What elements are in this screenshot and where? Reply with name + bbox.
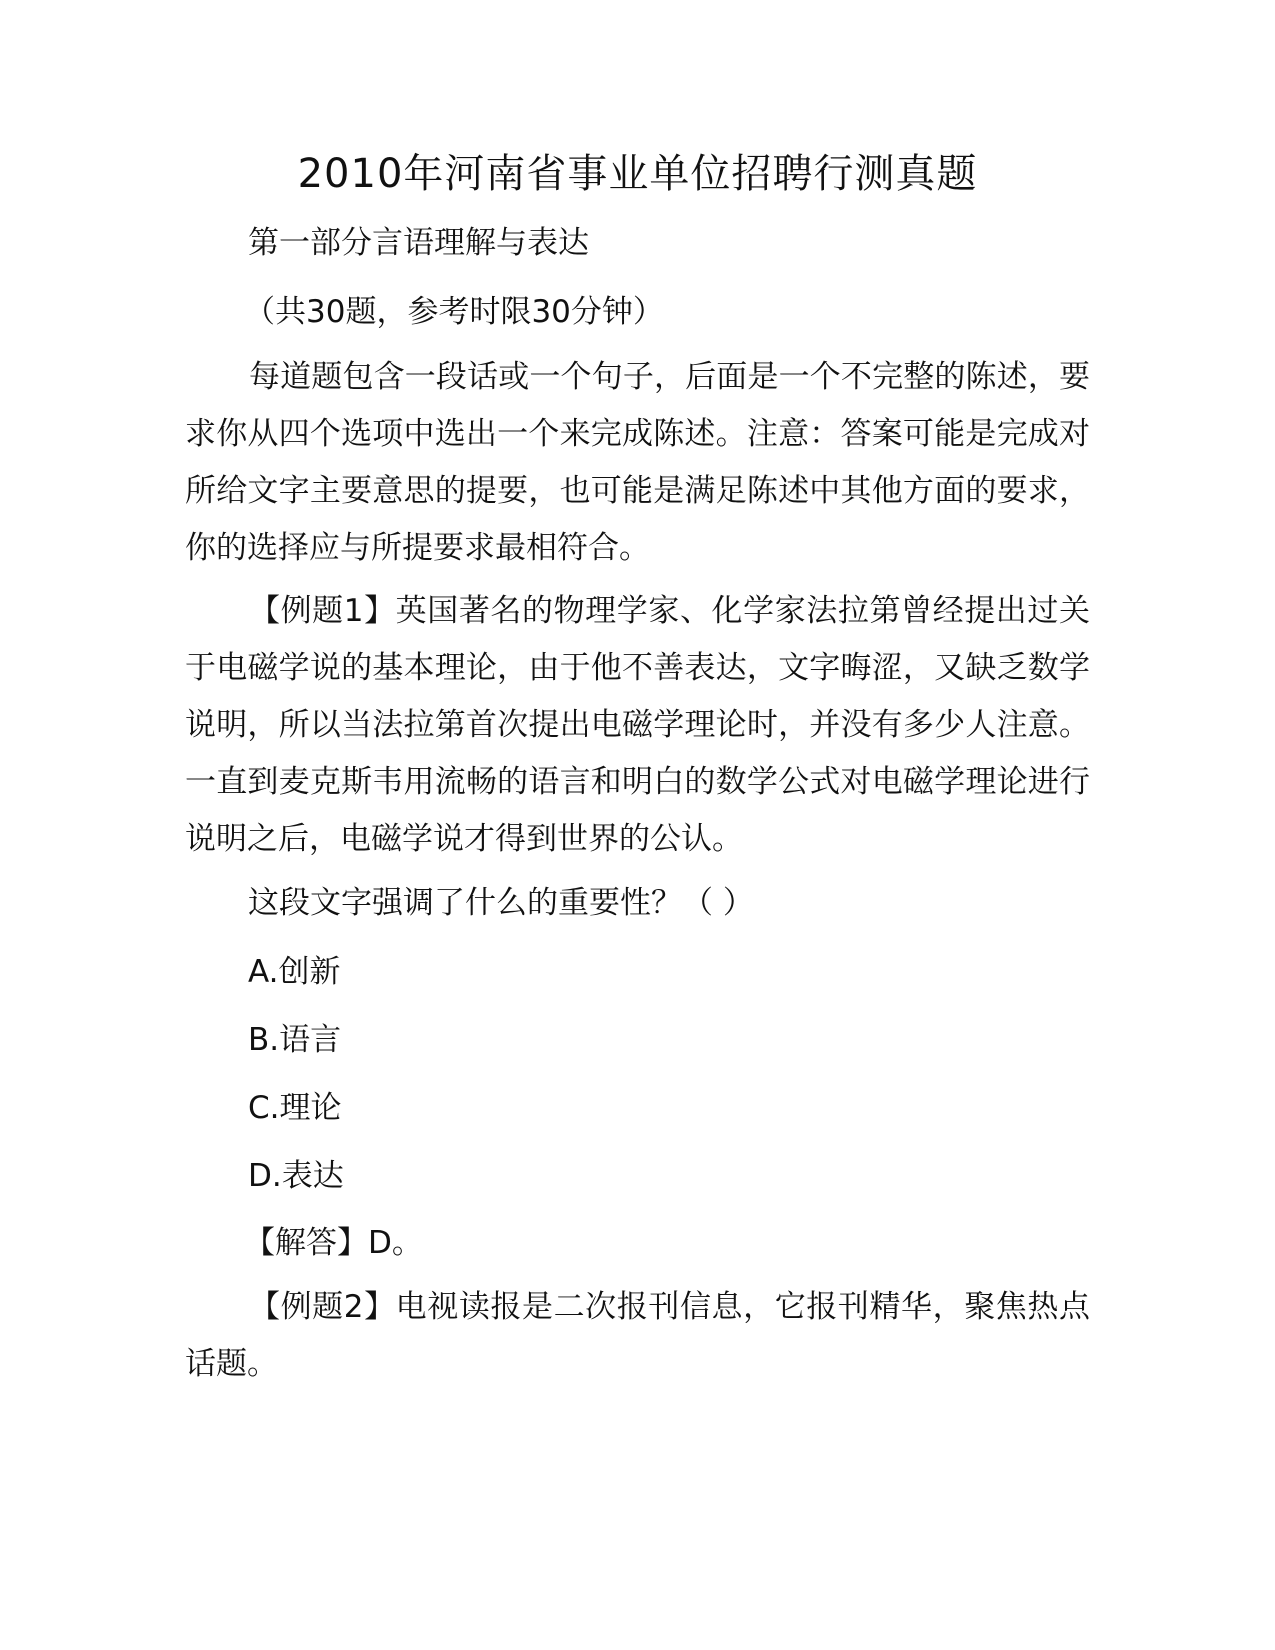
option-b: B.语言	[248, 1022, 342, 1058]
example2-paragraph: 【例题2】电视读报是二次报刊信息，它报刊精华，聚焦热点话题。	[185, 1289, 1090, 1382]
example1-paragraph: 【例题1】英国著名的物理学家、化学家法拉第曾经提出过关于电磁学说的基本理论，由于他不善表达，文字晦涩，又缺乏数学说明，所以当法拉第首次提出电磁学理论时，并没有多少人注意。一直到麦克斯韦用流畅的语言和明白的数学公式对电磁学理论进行说明之后，电磁学说才得到世界的公认。	[185, 593, 1090, 857]
example1-answer: 【解答】D。	[244, 1225, 423, 1261]
section-note: （共30题，参考时限30分钟）	[244, 294, 664, 330]
instructions-paragraph: 每道题包含一段话或一个句子，后面是一个不完整的陈述，要求你从四个选项中选出一个来完成陈述。注意：答案可能是完成对所给文字主要意思的提要，也可能是满足陈述中其他方面的要求，你的选择应与所提要求最相符合。	[185, 359, 1090, 566]
option-c: C.理论	[248, 1090, 342, 1126]
example1-question: 这段文字强调了什么的重要性？（ ）	[248, 885, 754, 921]
option-d: D.表达	[248, 1158, 344, 1194]
option-a: A.创新	[248, 954, 341, 990]
document-title: 2010年河南省事业单位招聘行测真题	[297, 151, 978, 197]
section-heading: 第一部分言语理解与表达	[248, 225, 589, 261]
